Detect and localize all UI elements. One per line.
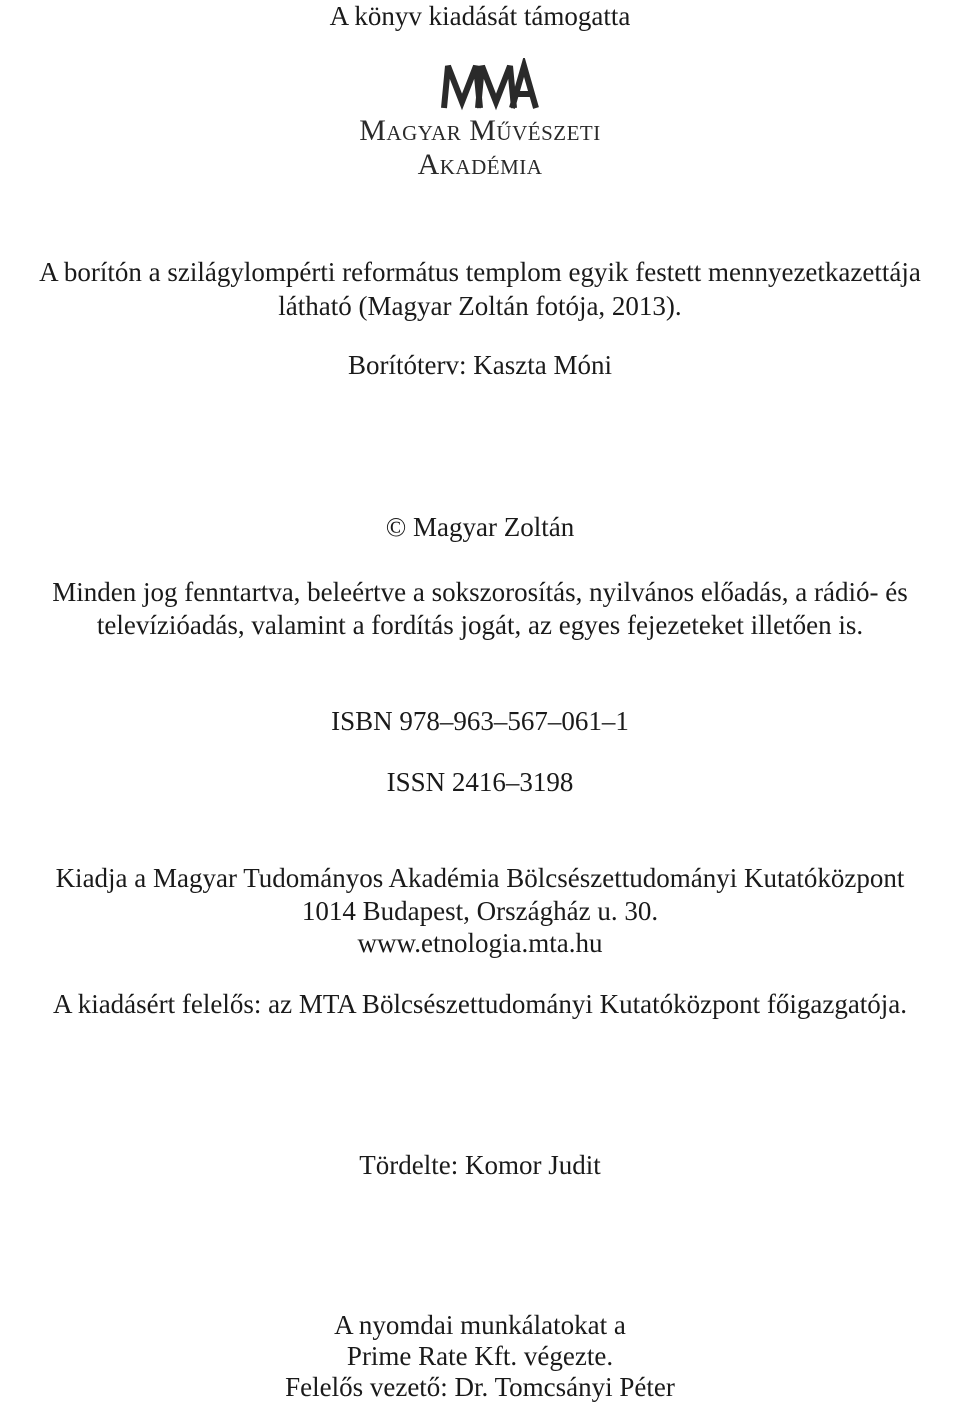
cover-note-line-2: látható (Magyar Zoltán fotója, 2013). — [278, 291, 682, 321]
support-heading: A könyv kiadását támogatta — [329, 1, 631, 31]
printing-line-3: Felelős vezető: Dr. Tomcsányi Péter — [285, 1372, 675, 1402]
rights-line-1: Minden jog fenntartva, beleértve a sokszorosítás, nyilvános előadás, a rádió- és — [52, 577, 908, 607]
publisher-line: Kiadja a Magyar Tudományos Akadémia Bölcsészettudományi Kutatóközpont — [55, 863, 905, 893]
responsible-publisher: A kiadásért felelős: az MTA Bölcsészettudományi Kutatóközpont főigazgatója. — [52, 989, 908, 1019]
printing-line-1: A nyomdai munkálatokat a — [334, 1310, 626, 1340]
mma-monogram-icon — [340, 58, 620, 112]
rights-line-2: televízióadás, valamint a fordítás jogát, az egyes fejezeteket illetően is. — [96, 610, 864, 640]
cover-note-line-1: A borítón a szilágylompérti református templom egyik festett mennyezetkazettája — [39, 257, 921, 287]
mma-logo — [340, 58, 620, 180]
issn: ISSN 2416–3198 — [386, 767, 574, 797]
isbn: ISBN 978–963–567–061–1 — [331, 706, 629, 736]
printing-line-2: Prime Rate Kft. végezte. — [346, 1341, 614, 1371]
logo-line-1: Magyar Művészeti — [359, 114, 601, 147]
copyright-holder: © Magyar Zoltán — [385, 512, 575, 542]
logo-line-2: Akadémia — [417, 148, 543, 181]
publisher-address: 1014 Budapest, Országház u. 30. — [301, 896, 659, 926]
typesetting-credit: Tördelte: Komor Judit — [359, 1150, 601, 1180]
publisher-website: www.etnologia.mta.hu — [357, 928, 603, 958]
cover-design-credit: Borítóterv: Kaszta Móni — [348, 350, 612, 380]
